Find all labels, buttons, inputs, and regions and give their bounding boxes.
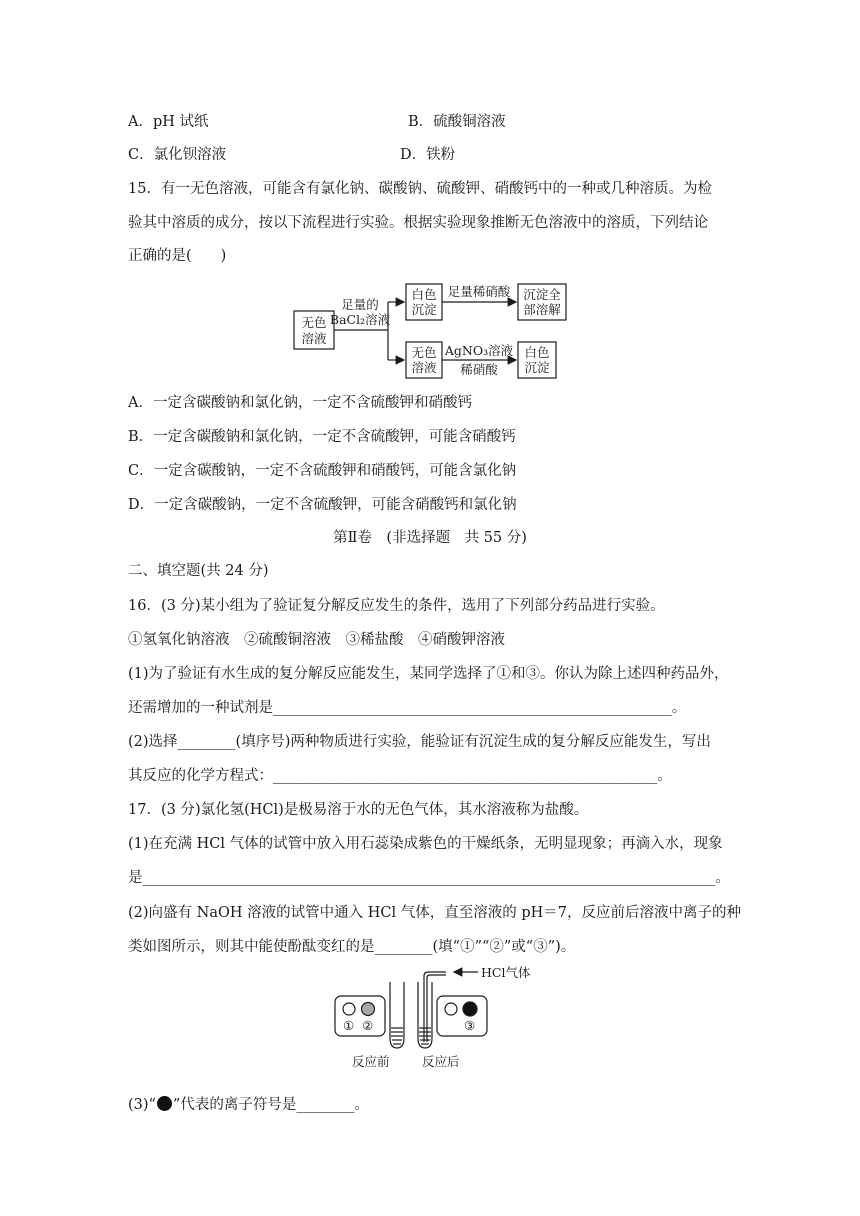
q16-part2-line-2: 其反应的化学方程式：_____________________________________________________。: [128, 768, 672, 784]
part2-title: 第Ⅱ卷 (非选择题 共 55 分): [333, 530, 527, 546]
option-c: C．氯化钡溶液: [128, 147, 227, 163]
q17-part3-prefix: (3)“: [128, 1097, 156, 1113]
option-d: D．铁粉: [400, 147, 456, 163]
q17-part3-suffix: ”代表的离子符号是________。: [172, 1097, 369, 1113]
ion-white-after: [445, 1003, 457, 1015]
q16-part1-line-1: (1)为了验证有水生成的复分解反应能发生，某同学选择了①和③。你认为除上述四种药品外，: [128, 666, 729, 682]
ion-white-before: [343, 1003, 355, 1015]
ion-box-after: [437, 996, 487, 1036]
q16-reagents: ①氢氧化钠溶液 ②硫酸铜溶液 ③稀盐酸 ④硝酸钾溶液: [128, 632, 505, 648]
option-b: B．硫酸铜溶液: [408, 114, 506, 130]
q17-stem: 17．(3 分)氯化氢(HCl)是极易溶于水的无色气体，其水溶液称为盐酸。: [128, 802, 589, 818]
black-ion-icon: [157, 1096, 172, 1111]
q17-part3: [128, 1095, 369, 1115]
q16-part1-line-2: 还需增加的一种试剂是_______________________________________________________。: [128, 700, 687, 716]
flow-reagent3-1: AgNO₃溶液: [444, 343, 514, 358]
flow-ppt-1: 白色: [411, 287, 437, 302]
label-after: 反应后: [422, 1054, 460, 1069]
q15-stem-line-1: 15．有一无色溶液，可能含有氯化钠、碳酸钠、硫酸钾、硝酸钙中的一种或几种溶质。为检: [128, 181, 712, 197]
flow-reagent2: 足量稀硝酸: [447, 284, 511, 299]
ion-label-after-3: ③: [464, 1018, 476, 1033]
q15-stem-line-2: 验其中溶质的成分，按以下流程进行实验。根据实验现象推断无色溶液中的溶质，下列结论: [128, 215, 708, 231]
q15-option-c: C．一定含碳酸钠，一定不含硫酸钾和硝酸钙，可能含氯化钠: [128, 463, 517, 479]
flow-result2-1: 白色: [524, 345, 550, 360]
flow-reagent3-2: 稀硝酸: [460, 362, 498, 377]
flow-result1-2: 部溶解: [523, 302, 561, 317]
flow-filtrate-2: 溶液: [411, 360, 437, 375]
q16-part2-line-1: (2)选择________(填序号)两种物质进行实验，能验证有沉淀生成的复分解反应能发生，写出: [128, 734, 711, 750]
flow-result1-1: 沉淀全: [523, 287, 561, 302]
flow-filtrate-1: 无色: [411, 345, 437, 360]
ion-grey-before: [362, 1003, 375, 1016]
q17-part1-line-2: 是_______________________________________________________________________________。: [128, 870, 730, 886]
q17-figure: [335, 972, 487, 1048]
gas-label: HCl气体: [481, 965, 531, 980]
q16-stem: 16．(3 分)某小组为了验证复分解反应发生的条件，选用了下列部分药品进行实验。: [128, 598, 665, 614]
test-tube-before: [390, 982, 404, 1048]
option-a: A．pH 试纸: [128, 114, 209, 130]
flow-start-2: 溶液: [301, 331, 327, 346]
ion-label-before-2: ②: [362, 1018, 374, 1033]
label-before: 反应前: [352, 1054, 390, 1069]
q15-option-d: D．一定含碳酸钠，一定不含硫酸钾，可能含硝酸钙和氯化钠: [128, 497, 517, 513]
flow-reagent1-1: 足量的: [341, 297, 379, 312]
q17-part1-line-1: (1)在充满 HCl 气体的试管中放入用石蕊染成紫色的干燥纸条，无明显现象；再滴入水，现象: [128, 836, 723, 852]
q15-stem-line-3: 正确的是( ): [128, 248, 227, 264]
q15-option-a: A．一定含碳酸钠和氯化钠，一定不含硫酸钾和硝酸钙: [128, 395, 472, 411]
q17-part2-line-2: 类如图所示，则其中能使酚酞变红的是________(填“①”“②”或“③”)。: [128, 939, 576, 955]
flow-reagent1-2: BaCl₂溶液: [329, 312, 391, 327]
section2-title: 二、填空题(共 24 分): [128, 563, 269, 579]
ion-label-before-1: ①: [343, 1018, 355, 1033]
flow-start-1: 无色: [301, 315, 327, 330]
q15-option-b: B．一定含碳酸钠和氯化钠，一定不含硫酸钾，可能含硝酸钙: [128, 429, 516, 445]
q17-part2-line-1: (2)向盛有 NaOH 溶液的试管中通入 HCl 气体，直至溶液的 pH＝7，反应前后溶液中离子的种: [128, 905, 741, 921]
flow-ppt-2: 沉淀: [411, 302, 437, 317]
flow-result2-2: 沉淀: [524, 360, 550, 375]
ion-black-after: [463, 1002, 477, 1016]
test-tube-after: [418, 982, 432, 1048]
